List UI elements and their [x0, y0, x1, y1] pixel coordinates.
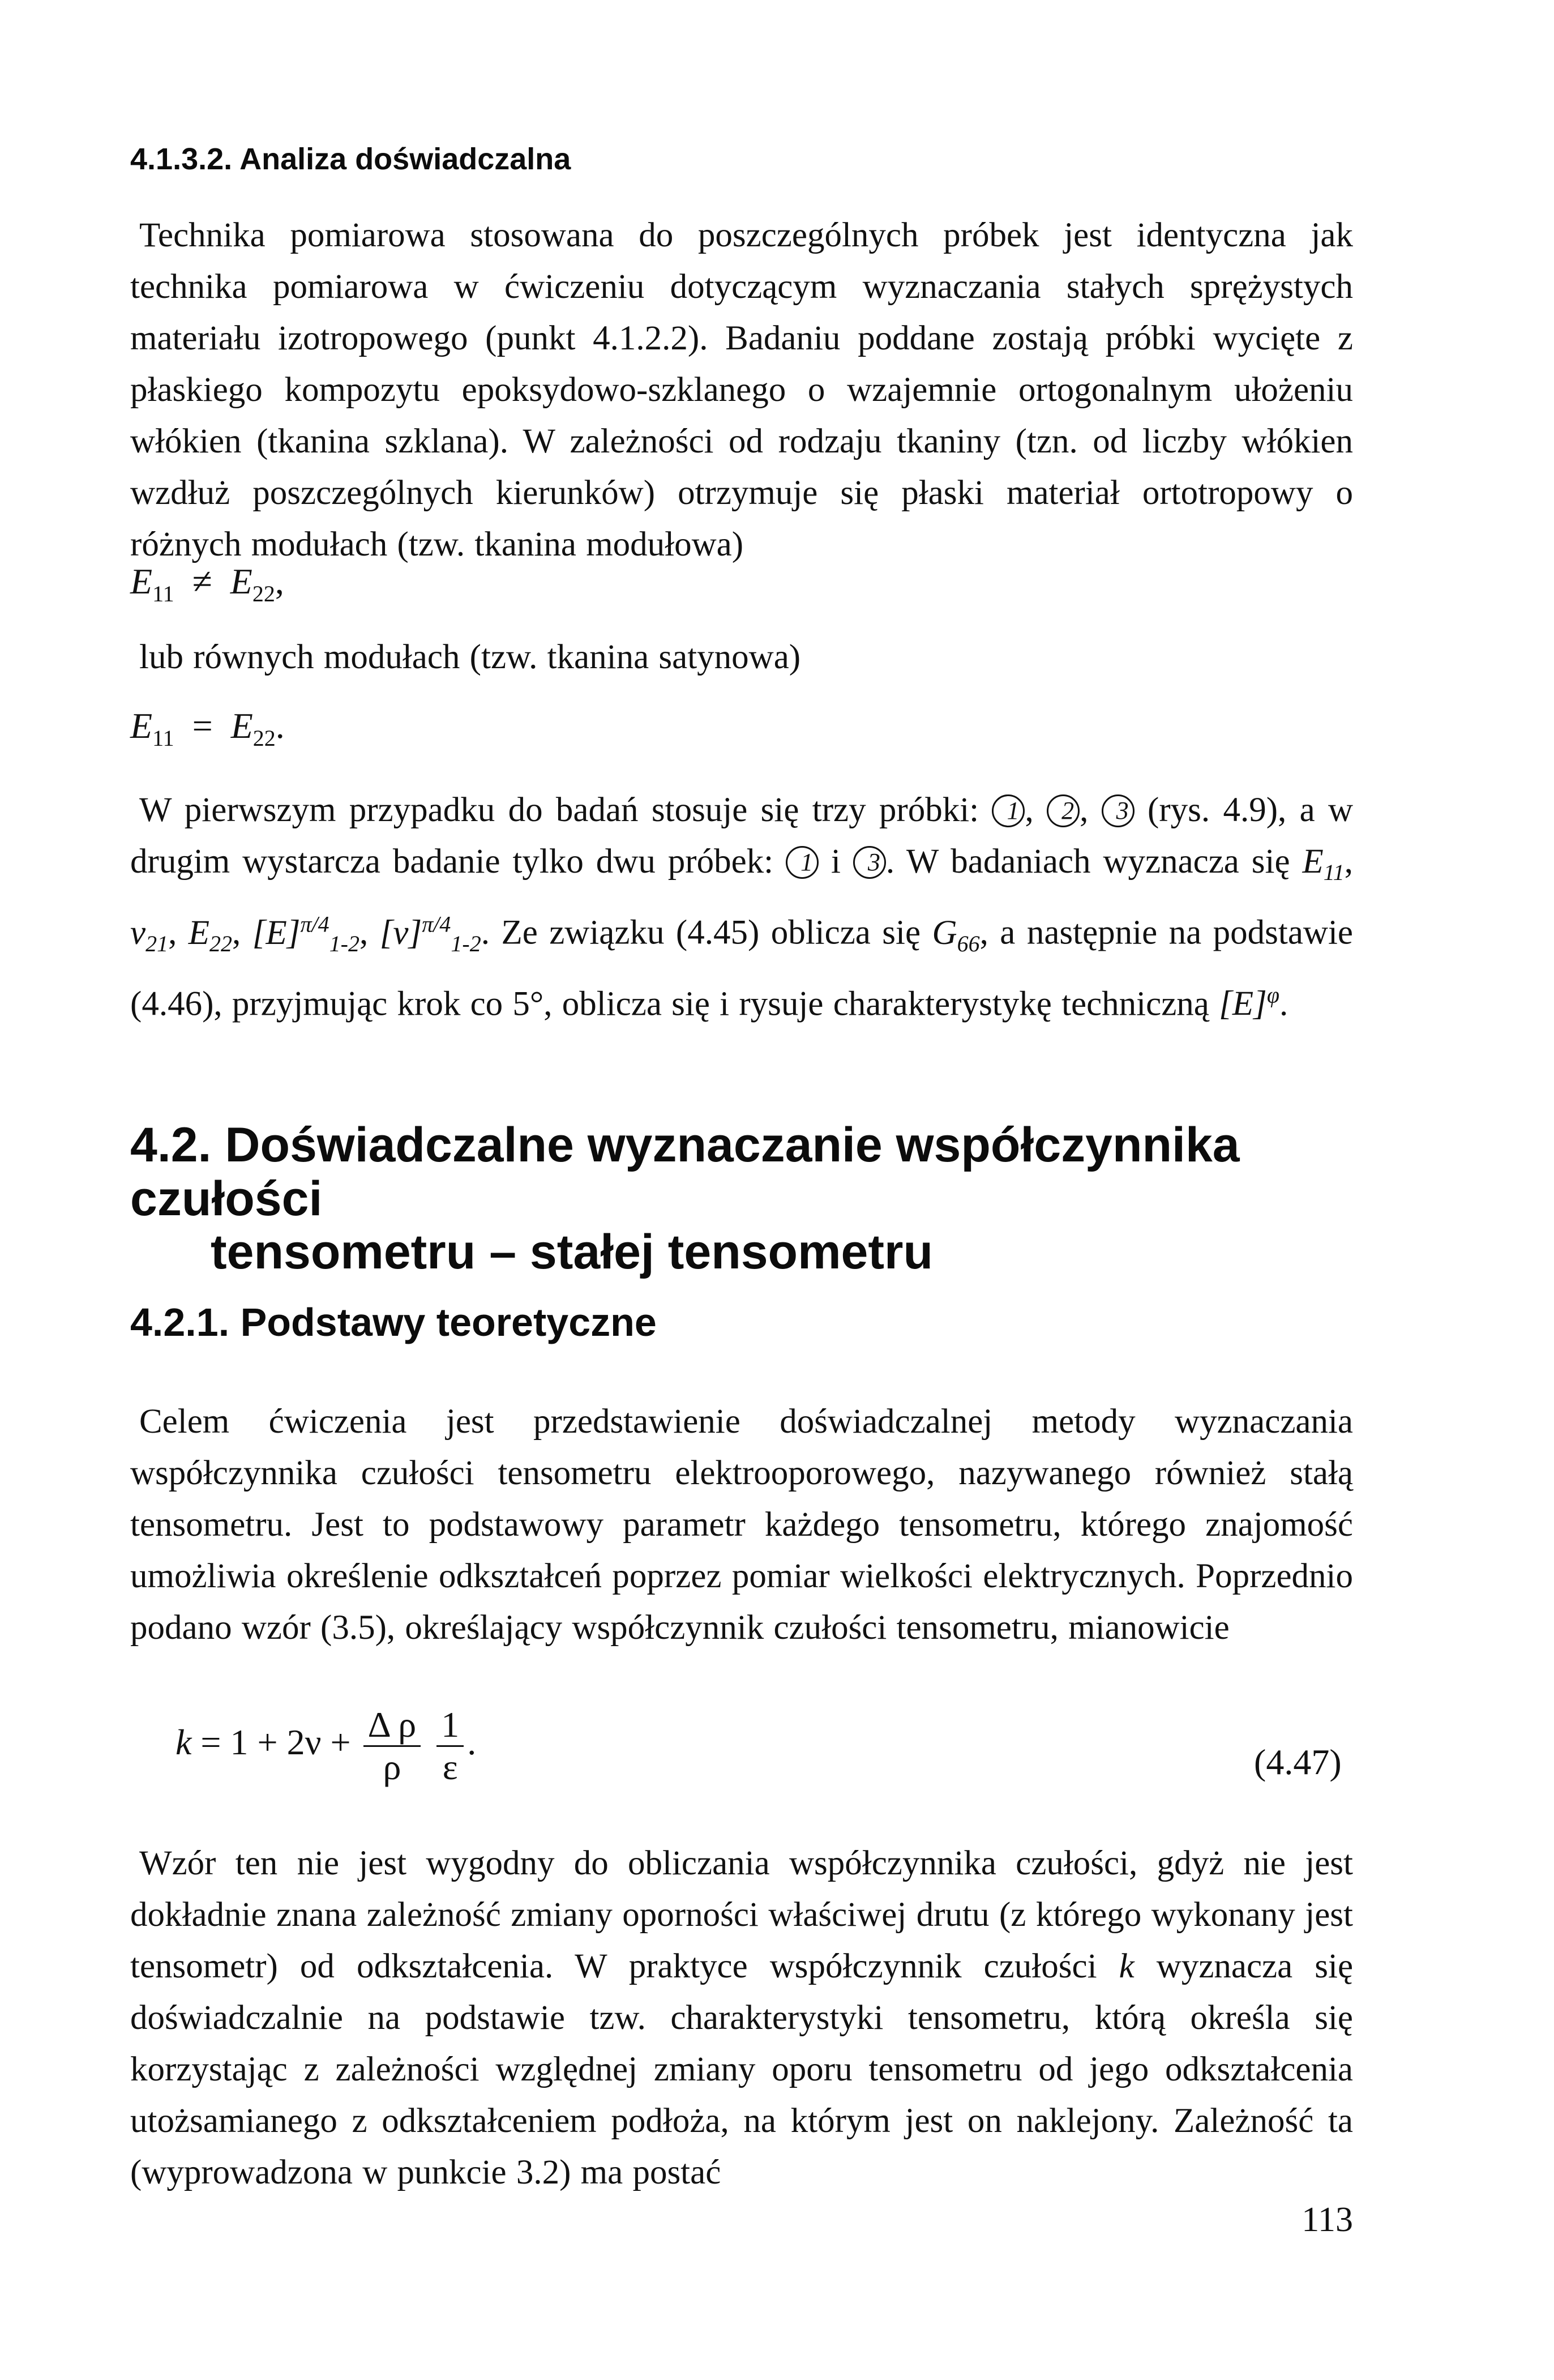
page-number: 113 [1302, 2200, 1353, 2239]
chapter-heading-4-2: 4.2. Doświadczalne wyznaczanie współczynnika czułości tensometru – stałej tensometru [130, 1118, 1240, 1280]
symbol-v21: $\nu_{21}$ [130, 913, 169, 956]
section-heading-4-2-1: 4.2.1. Podstawy teoretyczne [130, 1300, 657, 1344]
symbol-e-phi: $[E]^\varphi$ [1219, 982, 1279, 1023]
sample-2-marker: 2 [1047, 794, 1080, 827]
paragraph-gauge-factor-intro: Celem ćwiczenia jest przedstawienie doświadczalnej metody wyznaczania współczynnika czułości tensometru elektrooporowego, nazywanego również stałą tensometru. Jest to podstawowy parametr każdego tensometru, którego znajomość umożliwia określenie odkształceń poprzez pomiar wielkości elektrycznych. Poprzednio podano wzór (3.5), określający współczynnik czułości tensometru, mianowicie [130, 1403, 1353, 1647]
symbol-e-pi4: $[E]^{\pi/4}_{1-2}$ [252, 911, 359, 956]
symbol-g66: $G_{66}$ [932, 913, 980, 956]
paragraph-satin-weave: lub równych modułach (tzw. tkanina satynowa) [139, 638, 801, 676]
paragraph-gauge-characteristic: Wzór ten nie jest wygodny do obliczania współczynnika czułości, gdyż nie jest dokładnie znana zależność zmiany oporności właściwej drutu (z którego wykonany jest tensometr) od odkształcenia. W praktyce współczynnik czułości k wyznacza się doświadczalnie na podstawie tzw. charakterystyki tensometru, którą określa się korzystając z zależności względnej zmiany oporu tensometru od jego odkształcenia utożsamianego z odkształceniem podłoża, na którym jest on naklejony. Zależność ta (wyprowadzona w punkcie 3.2) ma postać [130, 1844, 1354, 2191]
sample-1-marker: 1 [786, 846, 819, 879]
sample-1-marker: 1 [992, 794, 1025, 827]
equation-number: (4.47) [1254, 1742, 1342, 1782]
formula-4-47: k = 1 + 2ν + $\frac{\text{Δ ρ}}{\rho}$ $\frac{1}{\varepsilon}$ . [175, 1704, 477, 1787]
paragraph-text: Technika pomiarowa stosowana do poszczególnych próbek jest identyczna jak technika pomiarowa w ćwiczeniu dotyczącym wyznaczania stałych sprężystych materiału izotropowego (punkt 4.1.2.2). Badaniu poddane zostają próbki wycięte z płaskiego kompozytu epoksydowo-szklanego o wzajemnie ortogonalnym ułożeniu włókien (tkanina szklana). W zależności od rodzaju tkaniny (tzn. od liczby włókien wzdłuż poszczególnych kierunków) otrzymuje się płaski materiał ortotropowy o różnych modułach (tzw. tkanina modułowa) [130, 216, 1353, 563]
equation-e11-eq-e22: $E_{11} = E_{22}$. [130, 706, 285, 751]
fraction-one-over-epsilon: $\frac{1}{\varepsilon}$ [436, 1704, 464, 1788]
paragraph-samples: W pierwszym przypadku do badań stosuje się trzy próbki: 1 , 2 , 3 (rys. 4.9), a w drugim wystarcza badanie tylko dwu próbek: 1 i 3 . W badaniach wyznacza się $E_{11}$, $\nu_{21}$, $E_{22}$, $[E]^{\pi/4}_{1-2}$, $[\nu]^{\pi/4}_{1-2}$. Ze związku (4.45) oblicza się $G_{66}$, a następnie na podstawie (4.46), przyjmując krok co 5°, oblicza się i rysuje charakterystykę techniczną $[E]^\varphi$. [130, 791, 1354, 1023]
symbol-v-pi4: $[\nu]^{\pi/4}_{1-2}$ [379, 911, 481, 956]
symbol-e11: $E_{11}$ [1302, 843, 1345, 886]
sample-3-marker: 3 [1102, 794, 1135, 827]
symbol-k: k [1119, 1947, 1135, 1985]
fraction-delta-rho-over-rho: $\frac{\text{Δ ρ}}{\rho}$ [363, 1704, 421, 1788]
symbol-e22: $E_{22}$ [188, 913, 233, 956]
paragraph-analysis-intro [130, 210, 1353, 570]
sample-3-marker: 3 [853, 846, 886, 879]
section-heading-4-1-3-2: 4.1.3.2. Analiza doświadczalna [130, 142, 571, 176]
equation-e11-neq-e22: $E_{11} \ne E_{22}$, [130, 561, 284, 606]
